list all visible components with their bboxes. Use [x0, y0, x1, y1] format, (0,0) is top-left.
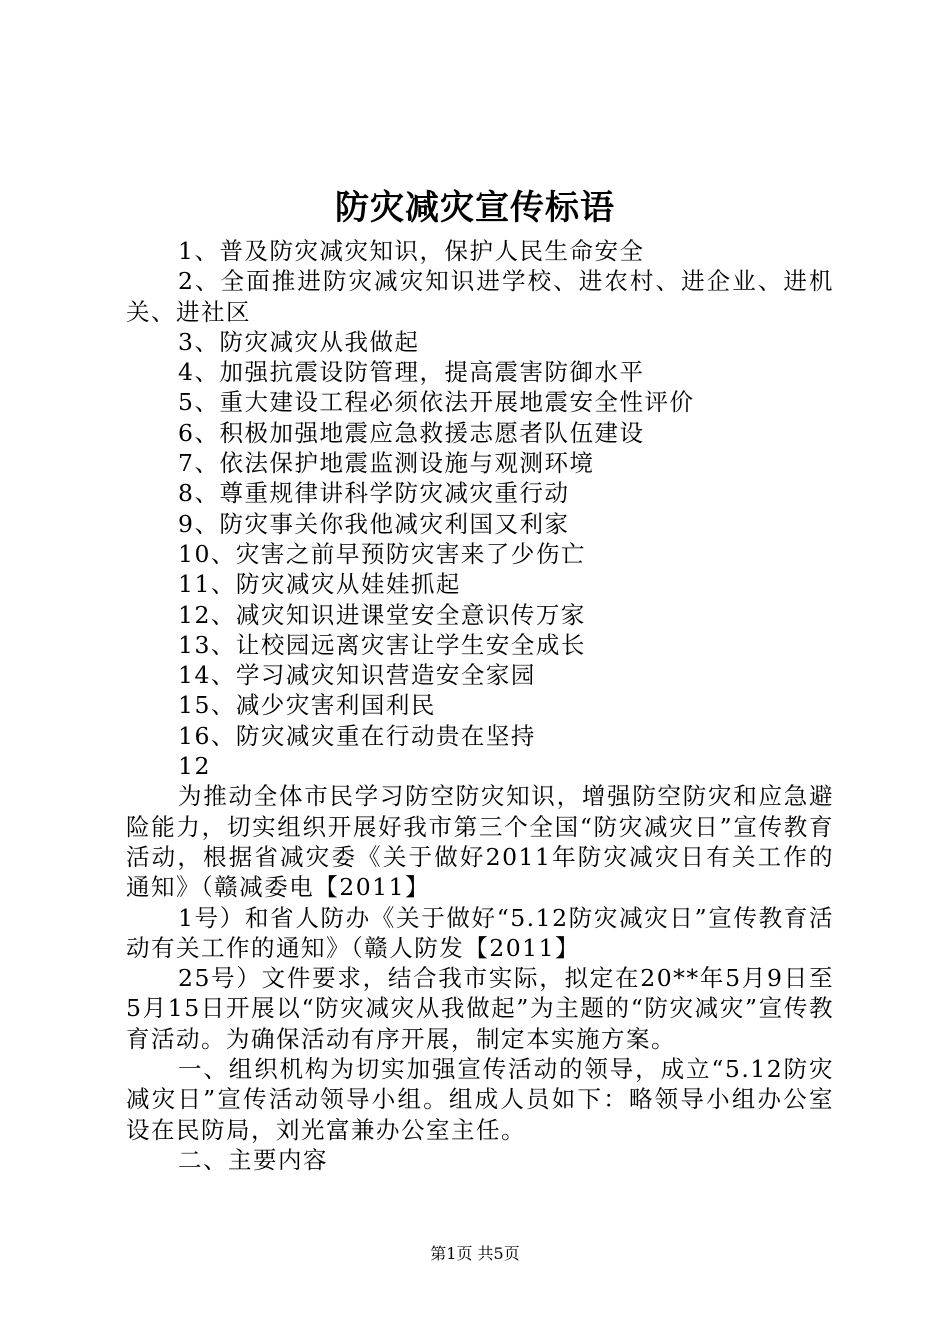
body-paragraph: 1号）和省人防办《关于做好“5.12防灾减灾日”宣传教育活动有关工作的通知》（赣人防发【2011】: [126, 903, 834, 962]
document-title: 防灾减灾宣传标语: [335, 188, 615, 228]
slogan-item: 7、依法保护地震监测设施与观测环境: [178, 449, 595, 478]
slogan-item: 1、普及防灾减灾知识，保护人民生命安全: [178, 237, 645, 265]
slogan-item: 12、减灾知识进课堂安全意识传万家: [178, 600, 586, 629]
slogan-item: 4、加强抗震设防管理，提高震害防御水平: [178, 358, 645, 387]
document-body: [126, 236, 834, 1175]
slogan-item: 6、积极加强地震应急救援志愿者队伍建设: [178, 418, 645, 447]
slogan-item: 10、灾害之前早预防灾害来了少伤亡: [178, 539, 586, 568]
section-heading: 二、主要内容: [178, 1145, 328, 1174]
slogan-item: 11、防灾减灾从娃娃抓起: [178, 570, 461, 599]
body-paragraph: 一、组织机构为切实加强宣传活动的领导，成立“5.12防灾减灾日”宣传活动领导小组。组成人员如下：略领导小组办公室设在民防局，刘光富兼办公室主任。: [126, 1055, 834, 1144]
slogan-item: 15、减少灾害利国利民: [178, 691, 436, 720]
body-paragraph: 25号）文件要求，结合我市实际，拟定在20**年5月9日至5月15日开展以“防灾减灾从我做起”为主题的“防灾减灾”宣传教育活动。为确保活动有序开展，制定本实施方案。: [126, 964, 834, 1053]
slogan-item: 16、防灾减灾重在行动贵在坚持: [178, 721, 536, 750]
slogan-item: 14、学习减灾知识营造安全家园: [178, 661, 536, 690]
slogan-item: 13、让校园远离灾害让学生安全成长: [178, 630, 586, 659]
number-line: 12: [178, 752, 211, 781]
slogan-item: 9、防灾事关你我他减灾利国又利家: [178, 509, 570, 538]
body-paragraph: 为推动全体市民学习防空防灾知识，增强防空防灾和应急避险能力，切实组织开展好我市第三个全国“防灾减灾日”宣传教育活动，根据省减灾委《关于做好2011年防灾减灾日有关工作的通知》（赣减委电【2011】: [126, 782, 834, 902]
page-footer: 第1页 共5页: [430, 1244, 520, 1263]
slogan-item: 5、重大建设工程必须依法开展地震安全性评价: [178, 388, 695, 417]
slogan-item: 8、尊重规律讲科学防灾减灾重行动: [178, 479, 570, 508]
slogan-item: 3、防灾减灾从我做起: [178, 327, 420, 356]
slogan-item: 2、全面推进防灾减灾知识进学校、进农村、进企业、进机关、进社区: [126, 267, 834, 326]
